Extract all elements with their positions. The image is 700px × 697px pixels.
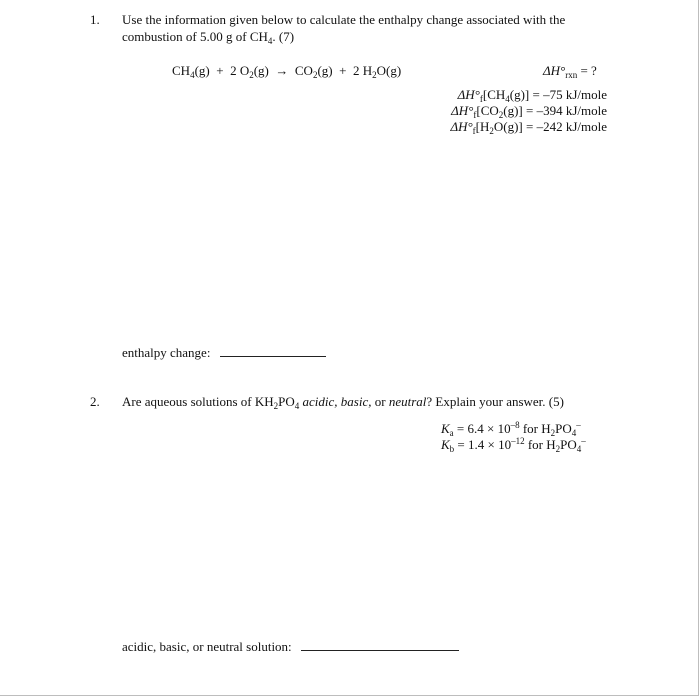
enthalpy-formation-h2o: $\Delta H^\circ_f[H_2O(g)] = -242$ kJ/mole [450, 119, 607, 136]
reactant-ch4: $CH_4(g)$ [172, 63, 210, 80]
question-1-text-line2: combustion of 5.00 g of $CH_4$. (7) [122, 29, 295, 46]
ka-line: $K_a = 6.4 \times 10^{-8}$ for $H_2PO_4^-$ [441, 420, 581, 438]
product-h2o: 2 $H_2O(g)$ [352, 63, 402, 80]
reactant-o2: 2 $O_2(g)$ [230, 63, 269, 80]
arrow-icon: → [275, 63, 289, 78]
question-1-number: 1. [90, 12, 100, 27]
solution-type-answer [122, 639, 459, 655]
question-2-text: Are aqueous solutions of $KH_2PO_4$ acidic, basic, or neutral? Explain your answer. (5) [122, 394, 564, 411]
question-2-number: 2. [90, 394, 100, 409]
enthalpy-formation-ch4: $\Delta H^\circ_f[CH_4(g)] = -75$ kJ/mole [457, 87, 607, 104]
enthalpy-change-answer [122, 345, 326, 361]
reaction-equation: $CH_4(g) + 2$ $O_2(g) \to CO_2(g) + 2$ $H_2O(g)$ [172, 63, 402, 80]
delta-h-rxn: $\Delta H^\circ_{rxn}$ = ? [543, 63, 597, 80]
product-co2: $CO_2(g)$ [294, 63, 333, 80]
enthalpy-change-blank[interactable] [220, 356, 326, 357]
question-1-text-line1: Use the information given below to calculate the enthalpy change associated with the [122, 12, 566, 27]
enthalpy-change-label: enthalpy change: [122, 345, 211, 360]
solution-type-blank[interactable] [301, 650, 459, 651]
enthalpy-formation-co2: $\Delta H^\circ_f[CO_2(g)] = -394$ kJ/mole [451, 103, 607, 120]
solution-type-label: acidic, basic, or neutral solution: [122, 639, 292, 654]
kb-line: $K_b = 1.4 \times 10^{-12}$ for $H_2PO_4^-$ [441, 436, 586, 454]
